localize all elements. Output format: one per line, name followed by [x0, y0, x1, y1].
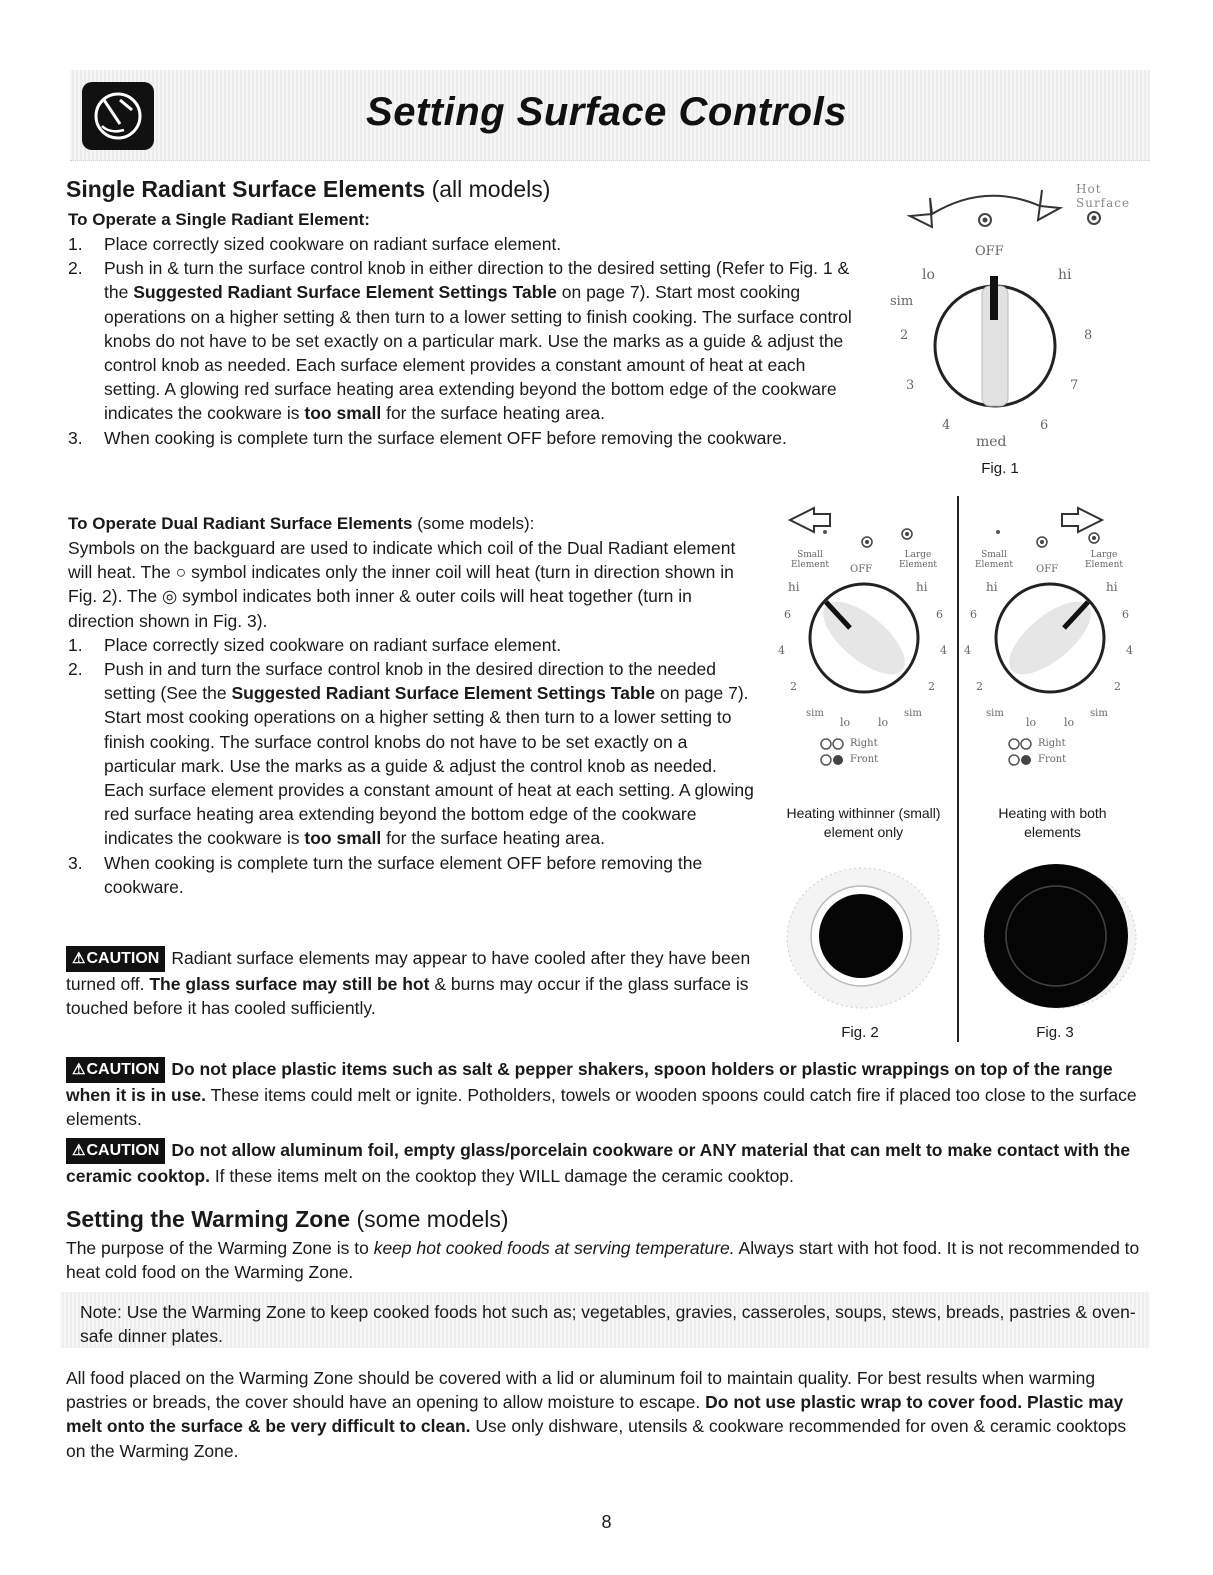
fig2-label: Fig. 2	[841, 1024, 879, 1041]
dual-radiant-heading: To Operate Dual Radiant Surface Elements (some models):	[68, 514, 535, 533]
step-2: 2. Push in & turn the surface control knob in either direction to the desired setting (Refer to Fig. 1 & the Suggested Radiant Surface Element Settings Table on page 7). Start most cooking operations on a higher setting & then turn to a lower setting to finish cooking. The surface control knobs do not have to be set exactly on a particular mark. Use the marks as a guide & adjust the control knob as needed. Each surface element provides a constant amount of heat at each setting. A glowing red surface heating area extending beyond the bottom edge of the cookware indicates the cookware is too small for the surface heating area.	[68, 258, 852, 424]
warming-zone-instructions: All food placed on the Warming Zone should be covered with a lid or aluminum foil to maintain quality. For best results when warming pastries or breads, the cover should have an opening to allow moisture to escape. Do not use plastic wrap to cover food. Plastic may melt onto the surface & be very difficult to clean. Use only dishware, utensils & cookware recommended for oven & ceramic cooktops on the Warming Zone.	[66, 1368, 1127, 1461]
figure-divider	[957, 496, 959, 1042]
fig2-labels: Small Element OFF Large Element hi hi 6 6 4 4 2 2 sim sim lo lo Right Front	[778, 550, 947, 765]
caution-badge: ⚠CAUTION	[66, 1057, 165, 1083]
warming-zone-intro: The purpose of the Warming Zone is to keep hot cooked foods at serving temperature. Always start with hot food. It is not recommended to heat cold food on the Warming Zone.	[66, 1238, 1140, 1283]
single-radiant-heading: To Operate a Single Radiant Element:	[68, 210, 370, 229]
step-1: 1. Place correctly sized cookware on radiant surface element.	[68, 234, 562, 254]
fig2-element-illustration	[775, 850, 955, 1020]
fig3-caption: Heating with both elements	[998, 805, 1107, 840]
step-3: 3. When cooking is complete turn the surface element OFF before removing the cookware.	[68, 427, 787, 448]
fig3-element-illustration	[970, 850, 1150, 1020]
dual-step-1: 1. Place correctly sized cookware on radiant surface element.	[68, 634, 562, 655]
caution-plastic-items: ⚠CAUTION Do not place plastic items such as salt & pepper shakers, spoon holders or plastic wrappings on top of the range when it is in use. These items could melt or ignite. Potholders, towels or wooden spoons could catch fire if placed too close to the surface elements.	[66, 1059, 1137, 1130]
warning-triangle-icon: ⚠	[72, 1061, 86, 1078]
single-radiant-instructions	[68, 210, 868, 450]
dual-radiant-intro: Symbols on the backguard are used to indicate which coil of the Dual Radiant element will heat. The ○ symbol indicates only the inner coil will heat (turn in direction shown in Fig. 2). The ◎ symbol indicates both inner & outer coils will heat together (turn in direction shown in Fig. 3).	[68, 538, 736, 631]
section-title-warming-zone: Setting the Warming Zone (some models)	[66, 1206, 509, 1232]
page-title: Setting Surface Controls	[366, 90, 847, 134]
caution-hot-surface: ⚠CAUTION Radiant surface elements may appear to have cooled after they have been turned off. The glass surface may still be hot & burns may occur if the glass surface is touched before it has cooled sufficiently.	[66, 948, 751, 1019]
caution-badge: ⚠CAUTION	[66, 946, 165, 972]
warning-triangle-icon: ⚠	[72, 950, 86, 967]
page-number: 8	[601, 1512, 612, 1532]
fig2-caption: Heating withinner (small) element only	[786, 805, 941, 840]
caution-badge: ⚠CAUTION	[66, 1138, 165, 1164]
dual-step-2: 2. Push in and turn the surface control knob in the desired direction to the needed setting (See the Suggested Radiant Surface Element Settings Table on page 7). Start most cooking operations on a higher setting & then turn to a lower setting to finish cooking. The surface control knobs do not have to be set exactly on a particular mark. Use the marks as a guide & adjust the control knob as needed. Each surface element provides a constant amount of heat at each setting. A glowing red surface heating area extending beyond the bottom edge of the cookware indicates the cookware is too small for the surface heating area.	[68, 659, 754, 849]
fig3-labels: Small Element OFF Large Element hi hi 6 6 4 4 2 2 sim sim lo lo Right Front	[964, 550, 1133, 765]
caution-aluminum-foil: ⚠CAUTION Do not allow aluminum foil, empty glass/porcelain cookware or ANY material that can melt to make contact with the ceramic cooktop. If these items melt on the cooktop they WILL damage the ceramic cooktop.	[66, 1140, 1131, 1187]
warning-triangle-icon: ⚠	[72, 1142, 86, 1159]
dual-step-3: 3. When cooking is complete turn the surface element OFF before removing the cookware.	[68, 852, 703, 897]
section-title-single-radiant: Single Radiant Surface Elements (all models)	[66, 176, 551, 202]
fig3-label: Fig. 3	[1036, 1024, 1074, 1041]
dual-radiant-instructions	[68, 514, 758, 899]
fig1-label: Fig. 1	[981, 460, 1019, 477]
fig1-labels: Hot Surface OFF lo hi sim 2 3 4 med 6 7 8	[890, 182, 1131, 450]
inner-coil-heating	[819, 894, 903, 978]
warming-zone-note: Note: Use the Warming Zone to keep cooked foods hot such as; vegetables, gravies, casseroles, soups, stews, breads, pastries & oven-safe dinner plates.	[80, 1302, 1136, 1347]
